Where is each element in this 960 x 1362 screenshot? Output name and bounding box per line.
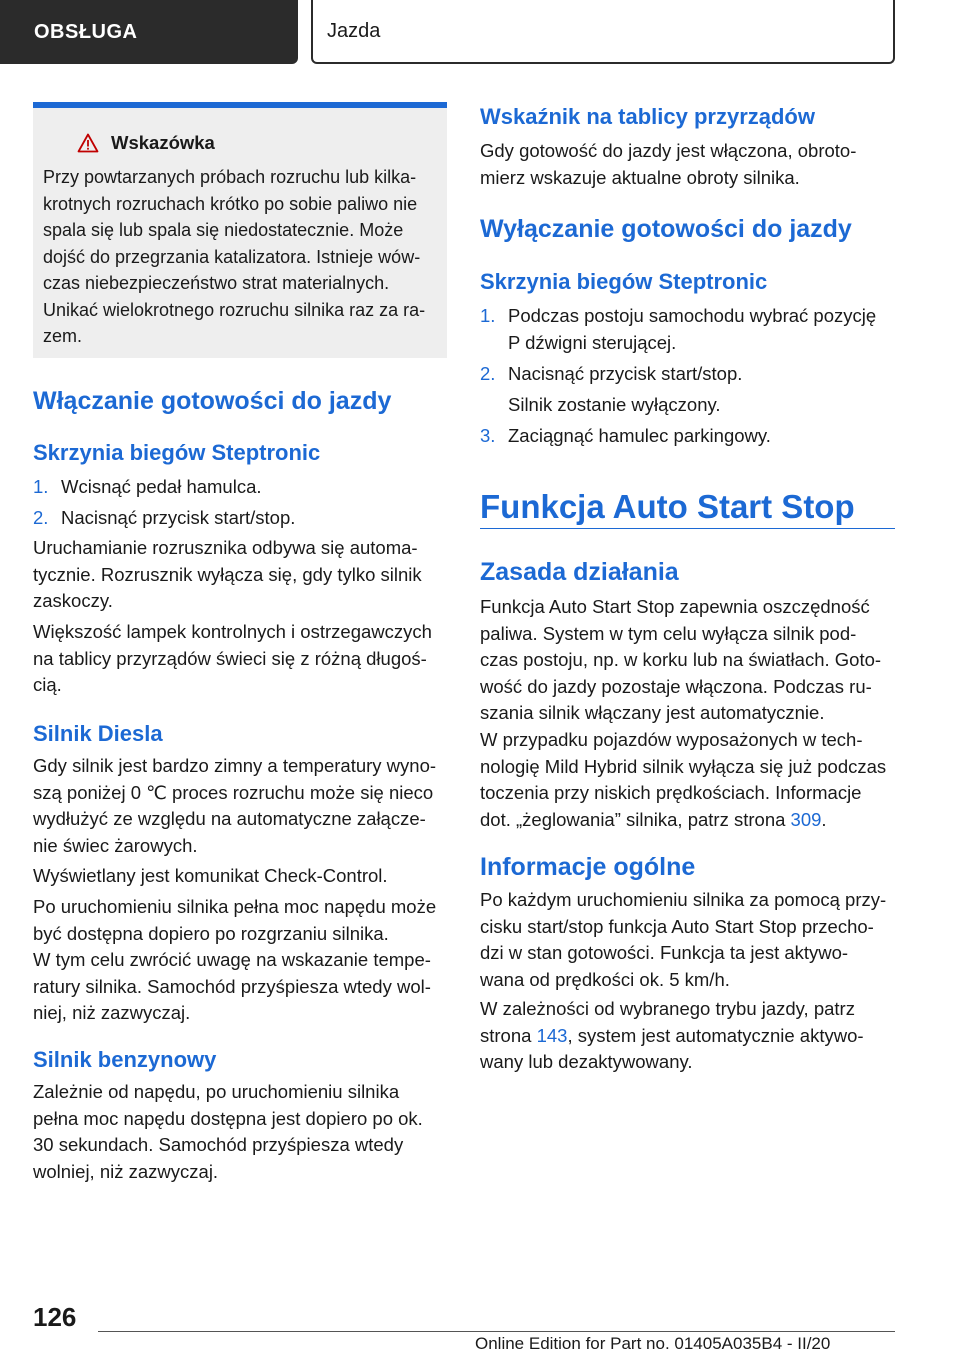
text-line: Funkcja Auto Start Stop zapewnia oszczędność	[480, 596, 870, 617]
text-line: Większość lampek kontrolnych i ostrzegawczych	[33, 621, 432, 642]
note-line: czas niebezpieczeństwo strat materialnych.	[43, 273, 390, 293]
page-link-143[interactable]: 143	[536, 1024, 568, 1046]
text-line: wolniej, niż zazwyczaj.	[33, 1160, 219, 1182]
list-item	[480, 423, 771, 450]
text-line: cią.	[33, 674, 62, 695]
text-line: dzi w stan gotowości. Funkcja ta jest aktywo-	[480, 942, 849, 963]
list-text	[508, 303, 876, 356]
text-line: Gdy gotowość do jazdy jest włączona, obroto-	[480, 140, 857, 161]
list-text: Nacisnąć przycisk start/stop.	[61, 507, 296, 528]
text-line: pełna moc napędu dostępna jest dopiero po ok.	[33, 1107, 423, 1129]
text-fragment: .	[821, 808, 827, 830]
text-fragment: strona	[480, 1024, 537, 1046]
heading-start-readiness: Włączanie gotowości do jazdy	[33, 387, 392, 415]
text-line: wany lub dezaktywowany.	[480, 1051, 693, 1072]
note-title-row	[77, 132, 433, 154]
text-line: na tablicy przyrządów świeci się z różną długoś-	[33, 647, 427, 669]
text-line: Po uruchomieniu silnika pełna moc napędu może	[33, 896, 437, 917]
text-line: toczenia przy niskich prędkościach. Informacje	[480, 782, 862, 803]
note-line: dojść do przegrzania katalizatora. Istnieje wów-	[43, 246, 421, 267]
chapter-label: Jazda	[327, 19, 381, 42]
text-line: paliwa. System w tym celu wyłącza silnik pod-	[480, 622, 857, 644]
page-header	[0, 0, 960, 66]
list-number: 1.	[33, 476, 49, 497]
list-text-line: P dźwigni sterującej.	[508, 331, 677, 353]
edition-text: Online Edition for Part no. 01405A035B4 - II/20	[475, 1334, 831, 1353]
paragraph	[33, 1079, 447, 1185]
note-line: zem.	[43, 326, 83, 346]
footer-divider	[98, 1331, 895, 1332]
text-line: ratury silnika. Samochód przyśpiesza wtedy wol-	[33, 975, 431, 997]
text-line: W zależności od wybranego trybu jazdy, patrz	[480, 998, 855, 1019]
paragraph	[480, 138, 895, 191]
list-item	[33, 474, 262, 501]
list-text: Nacisnąć przycisk start/stop.	[508, 363, 743, 384]
note-line: Przy powtarzanych próbach rozruchu lub kilka-	[43, 167, 417, 187]
text-line: wana od prędkości ok. 5 km/h.	[480, 968, 730, 990]
text-line: nie świec żarowych.	[33, 834, 198, 856]
heading-general: Informacje ogólne	[480, 853, 696, 881]
text-line: cisku start/stop funkcja Auto Start Stop przecho-	[480, 915, 874, 937]
text-line: nologię Mild Hybrid silnik wyłącza się już podczas	[480, 755, 887, 777]
heading-diesel: Silnik Diesla	[33, 721, 163, 746]
heading-underline	[480, 528, 895, 529]
text-line: W tym celu zwrócić uwagę na wskazanie tempe-	[33, 949, 431, 970]
text-fragment: , system jest automatycznie aktywo-	[567, 1024, 864, 1046]
text-line: czas postoju, np. w korku lub na światłach. Goto-	[480, 649, 882, 670]
list-text: Wcisnąć pedał hamulca.	[61, 476, 262, 497]
heading-indicator: Wskaźnik na tablicy przyrządów	[480, 104, 815, 129]
heading-principle: Zasada działania	[480, 558, 679, 586]
paragraph	[33, 863, 447, 890]
text-line: być dostępna dopiero po rozgrzaniu silnika.	[33, 922, 389, 944]
text-line: tycznie. Rozrusznik wyłącza się, gdy tylko silnik	[33, 563, 422, 585]
page-link-309[interactable]: 309	[790, 808, 822, 830]
text-line: szą poniżej 0 ℃ proces rozruchu może się nieco	[33, 781, 434, 803]
text-line: W przypadku pojazdów wyposażonych w tech-	[480, 729, 863, 750]
heading-steptronic-right: Skrzynia biegów Steptronic	[480, 269, 768, 294]
list-item	[480, 303, 876, 356]
heading-auto-start-stop: Funkcja Auto Start Stop	[480, 488, 855, 525]
text-line: Gdy silnik jest bardzo zimny a temperatury wyno-	[33, 755, 437, 776]
warning-triangle-icon	[77, 133, 99, 153]
list-text: Zaciągnąć hamulec parkingowy.	[508, 425, 771, 446]
paragraph	[33, 753, 447, 859]
text-line: Wyświetlany jest komunikat Check-Control.	[33, 865, 388, 886]
text-line: Zależnie od napędu, po uruchomieniu silnika	[33, 1081, 400, 1102]
list-number: 3.	[480, 425, 496, 446]
heading-steptronic: Skrzynia biegów Steptronic	[33, 440, 321, 465]
list-item	[33, 505, 295, 532]
text-line: Uruchamianie rozrusznika odbywa się automa-	[33, 537, 418, 558]
paragraph	[33, 619, 447, 699]
text-line: niej, niż zazwyczaj.	[33, 1002, 191, 1023]
paragraph	[480, 996, 895, 1076]
text-line: szania silnik włączany jest automatycznie.	[480, 702, 825, 723]
text-fragment: dot. „żeglowania” silnika, patrz strona	[480, 808, 791, 830]
paragraph	[480, 727, 895, 833]
list-number: 2.	[33, 507, 49, 528]
chapter-tab	[311, 0, 895, 64]
list-number: 1.	[480, 305, 496, 326]
step-result	[508, 392, 721, 419]
paragraph	[33, 894, 447, 1027]
text-line: Silnik zostanie wyłączony.	[508, 394, 721, 415]
text-line	[480, 807, 895, 834]
section-tab	[0, 0, 298, 64]
page-number: 126	[33, 1302, 77, 1332]
note-line: krotnych rozruchach krótko po sobie paliwo nie	[43, 193, 418, 214]
text-line: 30 sekundach. Samochód przyśpiesza wtedy	[33, 1134, 404, 1155]
section-label: OBSŁUGA	[34, 20, 138, 43]
heading-stop-readiness: Wyłączanie gotowości do jazdy	[480, 215, 852, 243]
text-line: Po każdym uruchomieniu silnika za pomocą przy-	[480, 889, 887, 910]
text-line: wydłużyć ze względu na automatyczne załącze-	[33, 808, 426, 829]
text-line: wość do jazdy pozostaje włączona. Podczas ru-	[480, 675, 872, 697]
note-line: Unikać wielokrotnego rozruchu silnika raz za ra-	[43, 299, 426, 320]
text-line: mierz wskazuje aktualne obroty silnika.	[480, 166, 800, 188]
paragraph	[33, 535, 447, 615]
paragraph	[480, 594, 895, 727]
list-number: 2.	[480, 363, 496, 384]
paragraph	[480, 887, 895, 993]
list-text-line: Podczas postoju samochodu wybrać pozycję	[508, 305, 877, 326]
note-title: Wskazówka	[111, 132, 215, 153]
warning-note	[33, 102, 447, 358]
heading-petrol: Silnik benzynowy	[33, 1047, 217, 1072]
note-line: spala się lub spala się niedostatecznie. Może	[43, 220, 404, 240]
text-line	[480, 1023, 895, 1050]
list-item	[480, 361, 742, 388]
text-line: zaskoczy.	[33, 590, 113, 611]
